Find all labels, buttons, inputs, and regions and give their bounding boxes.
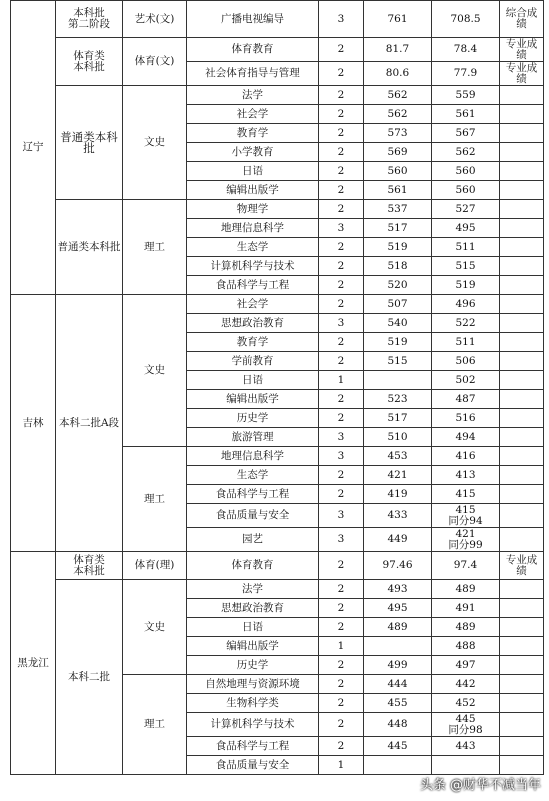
cell-note bbox=[500, 466, 544, 485]
cell-major: 社会学 bbox=[187, 105, 319, 124]
cell-major: 历史学 bbox=[187, 409, 319, 428]
subject-ligong: 理工 bbox=[123, 200, 187, 295]
cell-min: 567 bbox=[432, 124, 500, 143]
cell-min: 77.9 bbox=[432, 62, 500, 86]
cell-max bbox=[364, 756, 432, 775]
cell-min: 560 bbox=[432, 162, 500, 181]
cell-max: 510 bbox=[364, 428, 432, 447]
cell-note bbox=[500, 181, 544, 200]
cell-plan: 2 bbox=[319, 713, 364, 737]
cell-plan: 2 bbox=[319, 694, 364, 713]
cell-max: 523 bbox=[364, 390, 432, 409]
cell-min: 559 bbox=[432, 86, 500, 105]
cell-min: 494 bbox=[432, 428, 500, 447]
cell-min: 452 bbox=[432, 694, 500, 713]
cell-plan: 3 bbox=[319, 504, 364, 528]
cell-max: 520 bbox=[364, 276, 432, 295]
cell-note bbox=[500, 124, 544, 143]
cell-max: 493 bbox=[364, 580, 432, 599]
cell-min: 497 bbox=[432, 656, 500, 675]
cell-note bbox=[500, 200, 544, 219]
cell-plan: 2 bbox=[319, 333, 364, 352]
cell-major: 小学教育 bbox=[187, 143, 319, 162]
batch-ln-general-sci: 普通类本科批 bbox=[56, 200, 123, 295]
cell-major: 计算机科学与技术 bbox=[187, 257, 319, 276]
cell-plan: 2 bbox=[319, 656, 364, 675]
cell-plan: 2 bbox=[319, 580, 364, 599]
cell-note bbox=[500, 618, 544, 637]
cell-min: 515 bbox=[432, 257, 500, 276]
admission-score-table bbox=[10, 0, 544, 775]
cell-max bbox=[364, 371, 432, 390]
cell-max: 507 bbox=[364, 295, 432, 314]
cell-plan: 1 bbox=[319, 756, 364, 775]
table-row bbox=[11, 38, 544, 62]
cell-min: 445 同分98 bbox=[432, 713, 500, 737]
province-heilongjiang: 黑龙江 bbox=[11, 552, 56, 775]
cell-note bbox=[500, 694, 544, 713]
cell-note bbox=[500, 276, 544, 295]
cell-note bbox=[500, 409, 544, 428]
cell-major: 物理学 bbox=[187, 200, 319, 219]
cell-max: 537 bbox=[364, 200, 432, 219]
cell-max: 455 bbox=[364, 694, 432, 713]
cell-min: 502 bbox=[432, 371, 500, 390]
cell-note bbox=[500, 352, 544, 371]
cell-plan: 2 bbox=[319, 409, 364, 428]
cell-note bbox=[500, 390, 544, 409]
cell-plan: 2 bbox=[319, 276, 364, 295]
cell-plan: 3 bbox=[319, 528, 364, 552]
cell-major: 旅游管理 bbox=[187, 428, 319, 447]
cell-major: 思想政治教育 bbox=[187, 599, 319, 618]
cell-min: 489 bbox=[432, 580, 500, 599]
cell-major: 历史学 bbox=[187, 656, 319, 675]
cell-max: 444 bbox=[364, 675, 432, 694]
table-row bbox=[11, 1, 544, 38]
subject-wenshi: 文史 bbox=[123, 295, 187, 447]
cell-plan: 2 bbox=[319, 238, 364, 257]
cell-max: 561 bbox=[364, 181, 432, 200]
cell-major: 体育教育 bbox=[187, 38, 319, 62]
cell-plan: 2 bbox=[319, 390, 364, 409]
cell-min: 561 bbox=[432, 105, 500, 124]
cell-min: 708.5 bbox=[432, 1, 500, 38]
cell-min: 491 bbox=[432, 599, 500, 618]
cell-note bbox=[500, 599, 544, 618]
cell-max: 80.6 bbox=[364, 62, 432, 86]
table-row bbox=[11, 200, 544, 219]
subject-ligong: 理工 bbox=[123, 447, 187, 552]
cell-plan: 2 bbox=[319, 737, 364, 756]
cell-min: 489 bbox=[432, 618, 500, 637]
cell-note bbox=[500, 504, 544, 528]
batch-jl: 本科二批A段 bbox=[56, 295, 123, 552]
cell-min: 443 bbox=[432, 737, 500, 756]
cell-note bbox=[500, 528, 544, 552]
cell-major: 教育学 bbox=[187, 333, 319, 352]
cell-major: 食品质量与安全 bbox=[187, 756, 319, 775]
cell-max: 419 bbox=[364, 485, 432, 504]
watermark: 头条 @财华不减当年 bbox=[419, 778, 541, 793]
cell-major: 法学 bbox=[187, 86, 319, 105]
cell-plan: 1 bbox=[319, 637, 364, 656]
cell-min: 511 bbox=[432, 238, 500, 257]
province-jilin: 吉林 bbox=[11, 295, 56, 552]
cell-max: 540 bbox=[364, 314, 432, 333]
cell-plan: 2 bbox=[319, 38, 364, 62]
cell-plan: 1 bbox=[319, 371, 364, 390]
cell-note bbox=[500, 675, 544, 694]
cell-min: 519 bbox=[432, 276, 500, 295]
cell-note bbox=[500, 105, 544, 124]
cell-major: 食品科学与工程 bbox=[187, 276, 319, 295]
cell-major: 社会学 bbox=[187, 295, 319, 314]
cell-plan: 2 bbox=[319, 675, 364, 694]
cell-note bbox=[500, 756, 544, 775]
cell-min: 421 同分99 bbox=[432, 528, 500, 552]
cell-plan: 2 bbox=[319, 257, 364, 276]
cell-max: 499 bbox=[364, 656, 432, 675]
cell-min: 522 bbox=[432, 314, 500, 333]
cell-major: 自然地理与资源环境 bbox=[187, 675, 319, 694]
cell-plan: 2 bbox=[319, 105, 364, 124]
cell-max: 433 bbox=[364, 504, 432, 528]
cell-note bbox=[500, 257, 544, 276]
table-row bbox=[11, 580, 544, 599]
cell-plan: 2 bbox=[319, 352, 364, 371]
cell-note bbox=[500, 713, 544, 737]
cell-max: 519 bbox=[364, 238, 432, 257]
cell-max: 518 bbox=[364, 257, 432, 276]
cell-max: 569 bbox=[364, 143, 432, 162]
cell-major: 编辑出版学 bbox=[187, 181, 319, 200]
cell-plan: 3 bbox=[319, 1, 364, 38]
cell-plan: 2 bbox=[319, 124, 364, 143]
cell-plan: 2 bbox=[319, 599, 364, 618]
cell-plan: 2 bbox=[319, 200, 364, 219]
cell-max: 489 bbox=[364, 618, 432, 637]
cell-major: 生态学 bbox=[187, 238, 319, 257]
cell-major: 日语 bbox=[187, 162, 319, 181]
cell-note bbox=[500, 580, 544, 599]
cell-note bbox=[500, 295, 544, 314]
cell-max: 562 bbox=[364, 86, 432, 105]
cell-note bbox=[500, 219, 544, 238]
cell-plan: 2 bbox=[319, 86, 364, 105]
cell-min: 413 bbox=[432, 466, 500, 485]
subject-art: 艺术(文) bbox=[123, 1, 187, 38]
cell-max: 449 bbox=[364, 528, 432, 552]
cell-min: 415 同分94 bbox=[432, 504, 500, 528]
cell-plan: 2 bbox=[319, 466, 364, 485]
cell-max: 421 bbox=[364, 466, 432, 485]
cell-min: 415 bbox=[432, 485, 500, 504]
batch-ln-b2: 本科批 第二阶段 bbox=[56, 1, 123, 38]
cell-max: 445 bbox=[364, 737, 432, 756]
cell-max: 453 bbox=[364, 447, 432, 466]
province-liaoning: 辽宁 bbox=[11, 1, 56, 295]
cell-note bbox=[500, 314, 544, 333]
table-row bbox=[11, 86, 544, 105]
cell-major: 地理信息科学 bbox=[187, 219, 319, 238]
cell-major: 计算机科学与技术 bbox=[187, 713, 319, 737]
cell-major: 体育教育 bbox=[187, 552, 319, 580]
cell-note: 综合成绩 bbox=[500, 1, 544, 38]
subject-pe-wen: 体育(文) bbox=[123, 38, 187, 86]
subject-pe-li: 体育(理) bbox=[123, 552, 187, 580]
cell-min: 487 bbox=[432, 390, 500, 409]
cell-min: 488 bbox=[432, 637, 500, 656]
cell-note bbox=[500, 371, 544, 390]
cell-note bbox=[500, 428, 544, 447]
cell-max: 517 bbox=[364, 219, 432, 238]
cell-max: 573 bbox=[364, 124, 432, 143]
subject-wenshi: 文史 bbox=[123, 580, 187, 675]
cell-plan: 3 bbox=[319, 219, 364, 238]
cell-note bbox=[500, 86, 544, 105]
cell-min: 516 bbox=[432, 409, 500, 428]
cell-max: 562 bbox=[364, 105, 432, 124]
cell-max: 519 bbox=[364, 333, 432, 352]
cell-major: 学前教育 bbox=[187, 352, 319, 371]
cell-major: 食品科学与工程 bbox=[187, 485, 319, 504]
cell-min: 506 bbox=[432, 352, 500, 371]
cell-note bbox=[500, 333, 544, 352]
cell-major: 食品科学与工程 bbox=[187, 737, 319, 756]
cell-min: 511 bbox=[432, 333, 500, 352]
cell-max: 81.7 bbox=[364, 38, 432, 62]
cell-min: 416 bbox=[432, 447, 500, 466]
cell-major: 思想政治教育 bbox=[187, 314, 319, 333]
cell-plan: 2 bbox=[319, 485, 364, 504]
cell-note bbox=[500, 485, 544, 504]
cell-plan: 2 bbox=[319, 181, 364, 200]
cell-max: 560 bbox=[364, 162, 432, 181]
cell-min: 496 bbox=[432, 295, 500, 314]
cell-major: 日语 bbox=[187, 371, 319, 390]
cell-plan: 3 bbox=[319, 314, 364, 333]
cell-major: 生态学 bbox=[187, 466, 319, 485]
cell-max: 495 bbox=[364, 599, 432, 618]
cell-min: 562 bbox=[432, 143, 500, 162]
cell-min: 442 bbox=[432, 675, 500, 694]
cell-major: 日语 bbox=[187, 618, 319, 637]
cell-min: 495 bbox=[432, 219, 500, 238]
cell-major: 教育学 bbox=[187, 124, 319, 143]
cell-plan: 2 bbox=[319, 62, 364, 86]
cell-major: 社会体育指导与管理 bbox=[187, 62, 319, 86]
cell-plan: 2 bbox=[319, 162, 364, 181]
cell-major: 食品质量与安全 bbox=[187, 504, 319, 528]
cell-note: 专业成绩 bbox=[500, 38, 544, 62]
cell-min: 560 bbox=[432, 181, 500, 200]
batch-ln-general-arts: 普通类本科 批 bbox=[56, 86, 123, 200]
cell-note bbox=[500, 162, 544, 181]
batch-hlj-sports: 体育类 本科批 bbox=[56, 552, 123, 580]
cell-min: 97.4 bbox=[432, 552, 500, 580]
cell-note: 专业成绩 bbox=[500, 62, 544, 86]
cell-min: 527 bbox=[432, 200, 500, 219]
cell-note bbox=[500, 447, 544, 466]
subject-ligong: 理工 bbox=[123, 675, 187, 775]
cell-note bbox=[500, 238, 544, 257]
cell-max: 515 bbox=[364, 352, 432, 371]
cell-plan: 2 bbox=[319, 552, 364, 580]
table-row bbox=[11, 295, 544, 314]
table-row bbox=[11, 552, 544, 580]
cell-major: 园艺 bbox=[187, 528, 319, 552]
cell-plan: 2 bbox=[319, 295, 364, 314]
cell-major: 编辑出版学 bbox=[187, 637, 319, 656]
cell-max: 448 bbox=[364, 713, 432, 737]
cell-plan: 3 bbox=[319, 428, 364, 447]
cell-major: 编辑出版学 bbox=[187, 390, 319, 409]
cell-min bbox=[432, 756, 500, 775]
cell-major: 生物科学类 bbox=[187, 694, 319, 713]
cell-note bbox=[500, 143, 544, 162]
cell-min: 78.4 bbox=[432, 38, 500, 62]
cell-max: 517 bbox=[364, 409, 432, 428]
batch-ln-sports: 体育类 本科批 bbox=[56, 38, 123, 86]
cell-major: 法学 bbox=[187, 580, 319, 599]
cell-max: 761 bbox=[364, 1, 432, 38]
cell-plan: 3 bbox=[319, 447, 364, 466]
cell-major: 广播电视编导 bbox=[187, 1, 319, 38]
subject-wenshi: 文史 bbox=[123, 86, 187, 200]
cell-max: 97.46 bbox=[364, 552, 432, 580]
cell-note bbox=[500, 637, 544, 656]
cell-note: 专业成绩 bbox=[500, 552, 544, 580]
batch-hlj: 本科二批 bbox=[56, 580, 123, 775]
cell-major: 地理信息科学 bbox=[187, 447, 319, 466]
cell-max bbox=[364, 637, 432, 656]
cell-plan: 2 bbox=[319, 618, 364, 637]
cell-plan: 2 bbox=[319, 143, 364, 162]
cell-note bbox=[500, 737, 544, 756]
cell-note bbox=[500, 656, 544, 675]
